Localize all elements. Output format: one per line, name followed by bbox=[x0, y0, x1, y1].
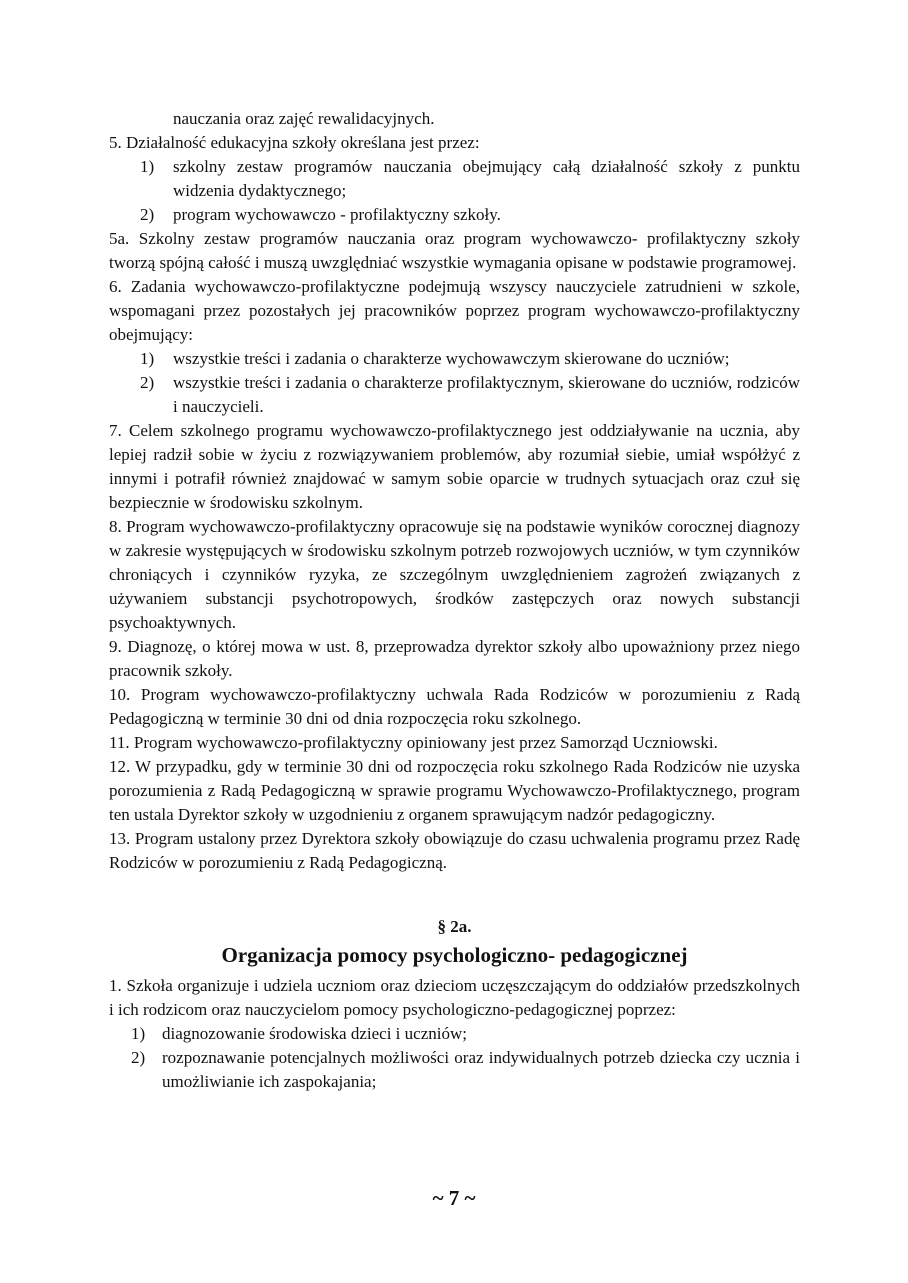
document-page bbox=[109, 107, 800, 1094]
list-item bbox=[109, 155, 800, 203]
list-number: 1) bbox=[140, 157, 155, 176]
paragraph-7: 7. Celem szkolnego programu wychowawczo-profilaktycznego jest oddziaływanie na ucznia, aby lepiej radził sobie w życiu z rozwiązywaniem problemów, aby rozumiał siebie, umiał współżyć z innymi i potrafił również znajdować w samym sobie oparcie w trudnych sytuacjach oraz czuł się bezpiecznie w środowisku szkolnym. bbox=[109, 421, 800, 512]
paragraph-6: 6. Zadania wychowawczo-profilaktyczne podejmują wszyscy nauczyciele zatrudnieni w szkole, wspomagani przez pozostałych jej pracowników poprzez program wychowawczo-profilaktyczny obejmujący: bbox=[109, 277, 800, 344]
paragraph-9: 9. Diagnozę, o której mowa w ust. 8, przeprowadza dyrektor szkoły albo upoważniony przez niego pracownik szkoły. bbox=[109, 637, 800, 680]
paragraph-5: 5. Działalność edukacyjna szkoły określana jest przez: bbox=[109, 133, 480, 152]
paragraph-10: 10. Program wychowawczo-profilaktyczny uchwala Rada Rodziców w porozumieniu z Radą Pedagogiczną w terminie 30 dni od dnia rozpoczęcia roku szkolnego. bbox=[109, 685, 800, 728]
list-number: 2) bbox=[140, 205, 155, 224]
page-number: ~ 7 ~ bbox=[432, 1186, 476, 1210]
list-item bbox=[109, 1046, 800, 1094]
paragraph-5a: 5a. Szkolny zestaw programów nauczania oraz program wychowawczo- profilaktyczny szkoły tworzą spójną całość i muszą uwzględniać wszystkie wymagania opisane w podstawie programowej. bbox=[109, 229, 800, 272]
section-title: Organizacja pomocy psychologiczno- pedagogicznej bbox=[221, 943, 688, 967]
list-item-text: diagnozowanie środowiska dzieci i uczniów; bbox=[162, 1024, 467, 1043]
list-number: 1) bbox=[131, 1024, 146, 1043]
list-item-text: wszystkie treści i zadania o charakterze profilaktycznym, skierowane do uczniów, rodziców i nauczycieli. bbox=[173, 373, 800, 416]
list-number: 1) bbox=[140, 349, 155, 368]
section-number: § 2a. bbox=[437, 917, 472, 936]
list-item-text: program wychowawczo - profilaktyczny szkoły. bbox=[173, 205, 501, 224]
list-item bbox=[109, 203, 800, 227]
section-paragraph-1: 1. Szkoła organizuje i udziela uczniom oraz dzieciom uczęszczającym do oddziałów przedszkolnych i ich rodzicom oraz nauczycielom pomocy psychologiczno-pedagogicznej poprzez: bbox=[109, 976, 800, 1019]
list-number: 2) bbox=[140, 373, 155, 392]
list-item bbox=[109, 347, 800, 371]
list-number: 2) bbox=[131, 1048, 146, 1067]
continuation-text: nauczania oraz zajęć rewalidacyjnych. bbox=[173, 109, 435, 128]
list-item-text: szkolny zestaw programów nauczania obejmujący całą działalność szkoły z punktu widzenia dydaktycznego; bbox=[173, 157, 800, 200]
paragraph-11: 11. Program wychowawczo-profilaktyczny opiniowany jest przez Samorząd Uczniowski. bbox=[109, 733, 718, 752]
paragraph-8: 8. Program wychowawczo-profilaktyczny opracowuje się na podstawie wyników corocznej diagnozy w zakresie występujących w środowisku szkolnym potrzeb rozwojowych uczniów, w tym czynników chroniących i czynników ryzyka, ze szczególnym uwzględnieniem zagrożeń związanych z używaniem substancji psychotropowych, środków zastępczych oraz nowych substancji psychoaktywnych. bbox=[109, 517, 800, 632]
list-item bbox=[109, 371, 800, 419]
paragraph-13: 13. Program ustalony przez Dyrektora szkoły obowiązuje do czasu uchwalenia programu przez Radę Rodziców w porozumieniu z Radą Pedagogiczną. bbox=[109, 829, 800, 872]
list-item-text: wszystkie treści i zadania o charakterze wychowawczym skierowane do uczniów; bbox=[173, 349, 730, 368]
list-item-text: rozpoznawanie potencjalnych możliwości oraz indywidualnych potrzeb dziecka czy ucznia i umożliwianie ich zaspokajania; bbox=[162, 1048, 800, 1091]
paragraph-12: 12. W przypadku, gdy w terminie 30 dni od rozpoczęcia roku szkolnego Rada Rodziców nie uzyska porozumienia z Radą Pedagogiczną w sprawie programu Wychowawczo-Profilaktycznego, program ten ustala Dyrektor szkoły w uzgodnieniu z organem sprawującym nadzór pedagogiczny. bbox=[109, 757, 800, 824]
list-item bbox=[109, 1022, 800, 1046]
